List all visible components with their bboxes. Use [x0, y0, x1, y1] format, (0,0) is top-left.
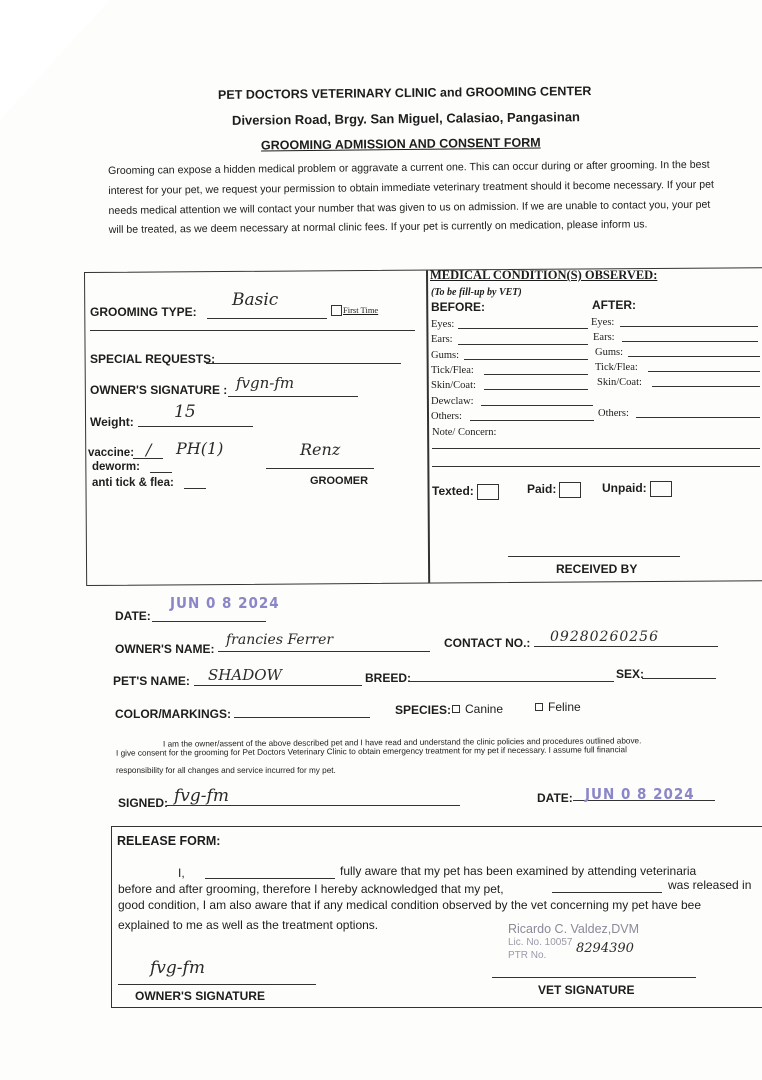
- weight-label: Weight:: [90, 415, 134, 429]
- anti-tick-label: anti tick & flea:: [92, 477, 174, 489]
- release-owner-signature-label: OWNER'S SIGNATURE: [135, 989, 265, 1003]
- grooming-type-line: [207, 318, 327, 319]
- before-item: Gums:: [431, 350, 460, 361]
- consent-line-3: responsibility for all changes and service incurred for my pet.: [116, 766, 336, 775]
- release-line-2a: before and after grooming, therefore I hereby acknowledged that my pet,: [118, 882, 504, 896]
- sex-label: SEX:: [616, 667, 645, 681]
- canine-label: Canine: [465, 702, 504, 716]
- form-title: GROOMING ADMISSION AND CONSENT FORM: [260, 135, 541, 153]
- release-line-1: I,: [178, 866, 185, 880]
- sex-line: [642, 678, 716, 679]
- paid-label: Paid:: [527, 482, 557, 497]
- release-owner-name-line: [205, 878, 335, 879]
- release-line-1-rest: fully aware that my pet has been examined by attending veterinaria: [340, 864, 697, 878]
- after-item: Others:: [598, 408, 629, 419]
- before-label: BEFORE:: [431, 300, 485, 314]
- owner-signature-scribble: fvgn-fm: [236, 374, 295, 392]
- vaccine-mark: /: [146, 440, 152, 459]
- vet-signature-label: VET SIGNATURE: [538, 983, 635, 997]
- note-line: [432, 448, 760, 449]
- vaccine-label: vaccine:: [88, 447, 135, 459]
- after-line: [620, 326, 758, 327]
- owner-name-label: OWNER'S NAME:: [115, 642, 215, 656]
- medical-title: MEDICAL CONDITION(S) OBSERVED:: [430, 268, 658, 282]
- after-line: [636, 417, 760, 418]
- received-by-line: [508, 556, 680, 557]
- release-pet-name-line: [552, 892, 662, 893]
- after-item: Eyes:: [591, 317, 615, 328]
- vet-name-stamp: Ricardo C. Valdez,DVM: [508, 922, 640, 936]
- groomer-label: GROOMER: [310, 475, 369, 487]
- feline-checkbox[interactable]: [535, 703, 543, 711]
- release-line-3: good condition, I am also aware that if any medical condition observed by the vet concerning my pet have bee: [118, 898, 702, 912]
- signed-scribble: fvg-fm: [174, 786, 229, 806]
- pet-name-label: PET'S NAME:: [113, 674, 190, 688]
- groomer-line: [266, 468, 374, 469]
- release-owner-signature-line: [118, 984, 316, 985]
- before-line: [470, 420, 594, 421]
- deworm-line: [150, 472, 172, 473]
- pet-name-line: [194, 685, 362, 686]
- paid-field: [527, 482, 581, 498]
- medical-subtitle: (To be fill-up by VET): [431, 287, 522, 298]
- release-line-2b: was released in: [668, 878, 752, 892]
- grooming-type-label: GROOMING TYPE:: [90, 305, 197, 319]
- note-line: [432, 466, 760, 467]
- vet-ptr-stamp: PTR No.: [508, 950, 547, 961]
- color-markings-line: [234, 717, 370, 718]
- texted-label: Texted:: [432, 484, 474, 499]
- before-line: [484, 389, 588, 390]
- before-item: Dewclaw:: [431, 396, 474, 407]
- owner-signature-label: OWNER'S SIGNATURE :: [90, 383, 228, 397]
- vet-license-stamp: Lic. No. 10057: [508, 937, 573, 948]
- before-line: [458, 328, 588, 329]
- feline-label: Feline: [548, 700, 581, 714]
- unpaid-checkbox[interactable]: [650, 481, 672, 497]
- before-line: [464, 359, 588, 360]
- before-line: [458, 344, 588, 345]
- after-line: [628, 356, 760, 357]
- before-line: [481, 405, 593, 406]
- note-concern-label: Note/ Concern:: [432, 427, 497, 438]
- texted-field: [432, 484, 499, 500]
- owner-signature-line: [228, 396, 358, 397]
- first-time-label: First Time: [343, 305, 379, 315]
- breed-line: [408, 681, 614, 682]
- clinic-name: PET DOCTORS VETERINARY CLINIC and GROOMING CENTER: [217, 84, 592, 102]
- folded-corner: [0, 0, 110, 120]
- received-by-label: RECEIVED BY: [556, 562, 638, 576]
- weight-line: [138, 426, 253, 427]
- date-stamp: JUN 0 8 2024: [170, 594, 280, 612]
- release-owner-scribble: fvg-fm: [150, 958, 205, 978]
- intro-paragraph: Grooming can expose a hidden medical problem or aggravate a current one. This can occur during or after grooming. In the best interest for your pet, we request your permission to obtain immediate veterinary treatment should it become necessary. If your pet needs medical attention we will contact your number that was given to us on admission. If we are unable to contact you, your pet will be treated, as we deem necessary at normal clinic fees. If your pet is currently on medication, please inform us.: [108, 158, 715, 237]
- weight-value: 15: [174, 402, 196, 422]
- pet-name-value: SHADOW: [208, 666, 282, 684]
- deworm-label: deworm:: [92, 461, 140, 473]
- color-markings-label: COLOR/MARKINGS:: [115, 707, 231, 721]
- owner-name-value: francies Ferrer: [226, 632, 334, 648]
- groomer-name: Renz: [300, 440, 341, 459]
- consent-date-label: DATE:: [537, 791, 573, 805]
- special-requests-label: SPECIAL REQUESTS:: [90, 352, 216, 366]
- after-item: Ears:: [593, 332, 615, 343]
- contact-label: CONTACT NO.:: [444, 636, 531, 650]
- contact-value: 09280260256: [550, 629, 659, 645]
- after-label: AFTER:: [592, 298, 636, 312]
- before-item: Others:: [431, 411, 462, 422]
- vet-ptr-value: 8294390: [576, 941, 634, 956]
- date-line: [152, 621, 266, 622]
- special-requests-line: [206, 363, 401, 364]
- consent-date-stamp: JUN 0 8 2024: [585, 785, 695, 803]
- grooming-type-value: Basic: [232, 290, 279, 310]
- consent-line-2: I give consent for the grooming for Pet Doctors Veterinary Clinic to obtain emergency treatment for my pet if necessary. I assume full financial: [115, 745, 627, 758]
- owner-name-line: [218, 651, 430, 652]
- paid-checkbox[interactable]: [559, 482, 581, 498]
- before-item: Eyes:: [431, 319, 455, 330]
- signed-label: SIGNED:: [118, 796, 169, 810]
- canine-checkbox[interactable]: [452, 705, 460, 713]
- after-item: Skin/Coat:: [597, 377, 642, 388]
- before-item: Ears:: [431, 334, 453, 345]
- texted-checkbox[interactable]: [477, 484, 499, 500]
- release-form-section: [111, 826, 762, 1008]
- release-title: RELEASE FORM:: [117, 834, 221, 848]
- before-line: [484, 374, 588, 375]
- anti-tick-line: [184, 488, 206, 489]
- section-divider: [426, 271, 430, 583]
- date-label: DATE:: [115, 609, 151, 623]
- grooming-extra-line: [90, 330, 415, 331]
- before-item: Skin/Coat:: [431, 380, 476, 391]
- release-line-4: explained to me as well as the treatment options.: [118, 918, 379, 932]
- after-line: [652, 386, 760, 387]
- unpaid-label: Unpaid:: [602, 481, 647, 496]
- consent-line-1: I am the owner/assent of the above described pet and I have read and understand the clinic policies and procedures outlined above.: [162, 736, 642, 749]
- vet-signature-line: [492, 977, 696, 978]
- after-line: [622, 341, 758, 342]
- vaccine-value: PH(1): [176, 439, 224, 458]
- species-label: SPECIES:: [395, 703, 452, 717]
- clinic-address: Diversion Road, Brgy. San Miguel, Calasiao, Pangasinan: [231, 109, 581, 128]
- after-line: [648, 371, 760, 372]
- first-time-checkbox[interactable]: [331, 305, 342, 316]
- canine-option[interactable]: [452, 702, 503, 716]
- feline-option[interactable]: [535, 700, 581, 714]
- after-item: Tick/Flea:: [595, 362, 638, 373]
- unpaid-field: [602, 481, 672, 497]
- contact-line: [534, 646, 718, 647]
- after-item: Gums:: [595, 347, 624, 358]
- breed-label: BREED:: [365, 671, 412, 685]
- before-item: Tick/Flea:: [431, 365, 474, 376]
